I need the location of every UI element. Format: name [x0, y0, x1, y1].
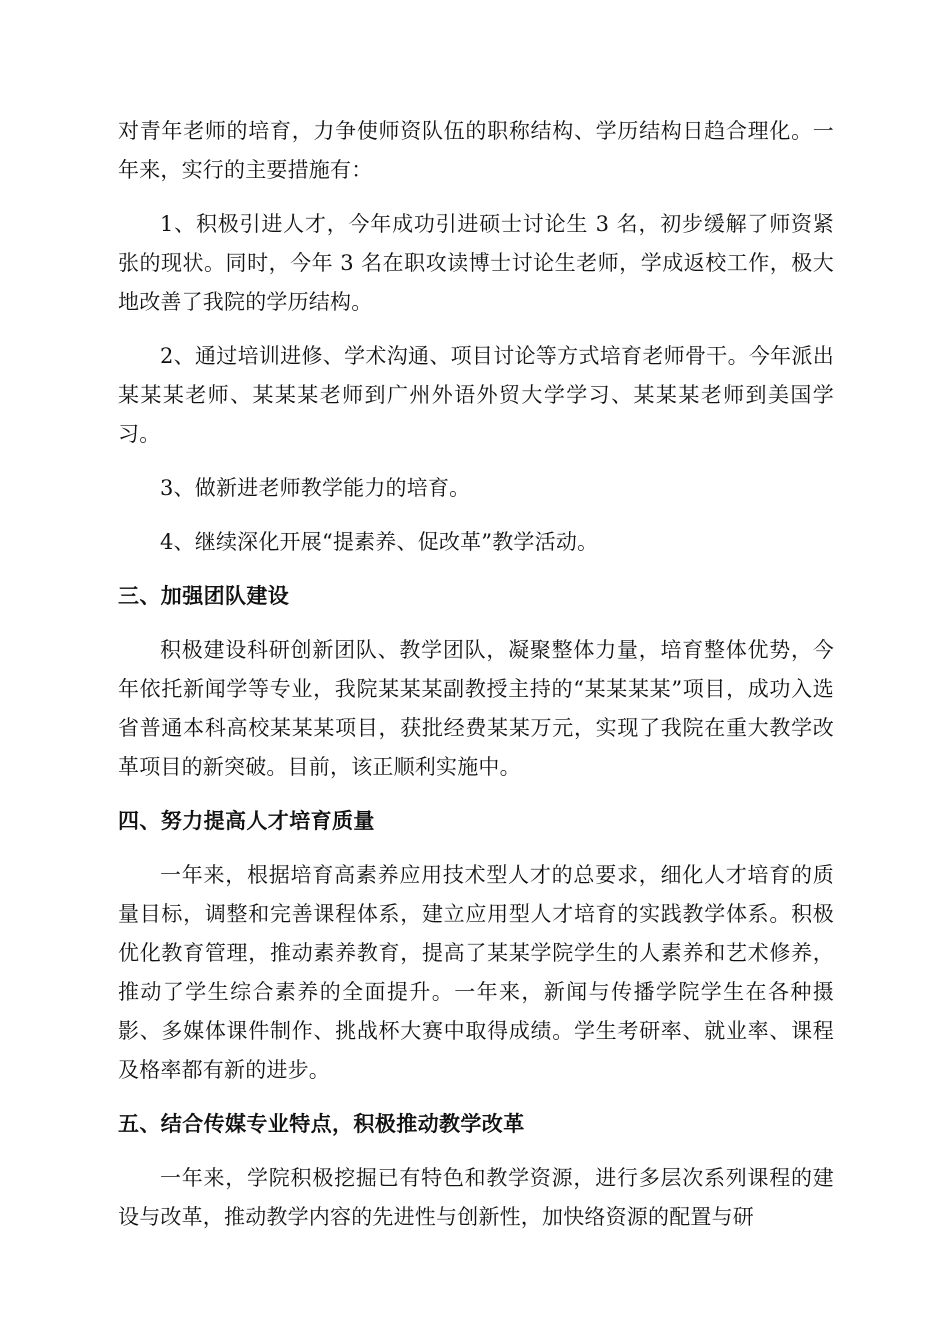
measure-item-4: 4、继续深化开展“提素养、促改革”教学活动。 [160, 530, 599, 554]
measure-item-2: 2、通过培训进修、学术沟通、项目讨论等方式培育老师骨干。今年派出某某某老师、某某某老师到广州外语外贸大学学习、某某某老师到美国学习。 [118, 344, 834, 446]
section-heading-team-building: 三、加强团队建设 [118, 584, 290, 608]
measure-item-3: 3、做新进老师教学能力的培育。 [160, 476, 471, 500]
section-heading-teaching-reform: 五、结合传媒专业特点，积极推动教学改革 [118, 1112, 525, 1136]
section-body-teaching-reform: 一年来，学院积极挖掘已有特色和教学资源，进行多层次系列课程的建设与改革，推动教学内容的先进性与创新性，加快络资源的配置与研 [118, 1166, 834, 1229]
section-body-team-building: 积极建设科研创新团队、教学团队，凝聚整体力量，培育整体优势，今年依托新闻学等专业，我院某某某副教授主持的“某某某某”项目，成功入选省普通本科高校某某某项目，获批经费某某万元，实现了我院在重大教学改革项目的新突破。目前，该正顺利实施中。 [118, 638, 834, 779]
section-heading-talent-quality: 四、努力提高人才培育质量 [118, 809, 375, 833]
document-body [118, 112, 834, 1237]
measure-item-1: 1、积极引进人才，今年成功引进硕士讨论生 3 名，初步缓解了师资紧张的现状。同时，今年 3 名在职攻读博士讨论生老师，学成返校工作，极大地改善了我院的学历结构。 [118, 212, 834, 314]
section-body-talent-quality: 一年来，根据培育高素养应用技术型人才的总要求，细化人才培育的质量目标，调整和完善课程体系，建立应用型人才培育的实践教学体系。积极优化教育管理，推动素养教育，提高了某某学院学生的人素养和艺术修养，推动了学生综合素养的全面提升。一年来，新闻与传播学院学生在各种摄影、多媒体课件制作、挑战杯大赛中取得成绩。学生考研率、就业率、课程及格率都有新的进步。 [118, 863, 834, 1082]
intro-paragraph: 对青年老师的培育，力争使师资队伍的职称结构、学历结构日趋合理化。一年来，实行的主要措施有： [118, 119, 834, 182]
